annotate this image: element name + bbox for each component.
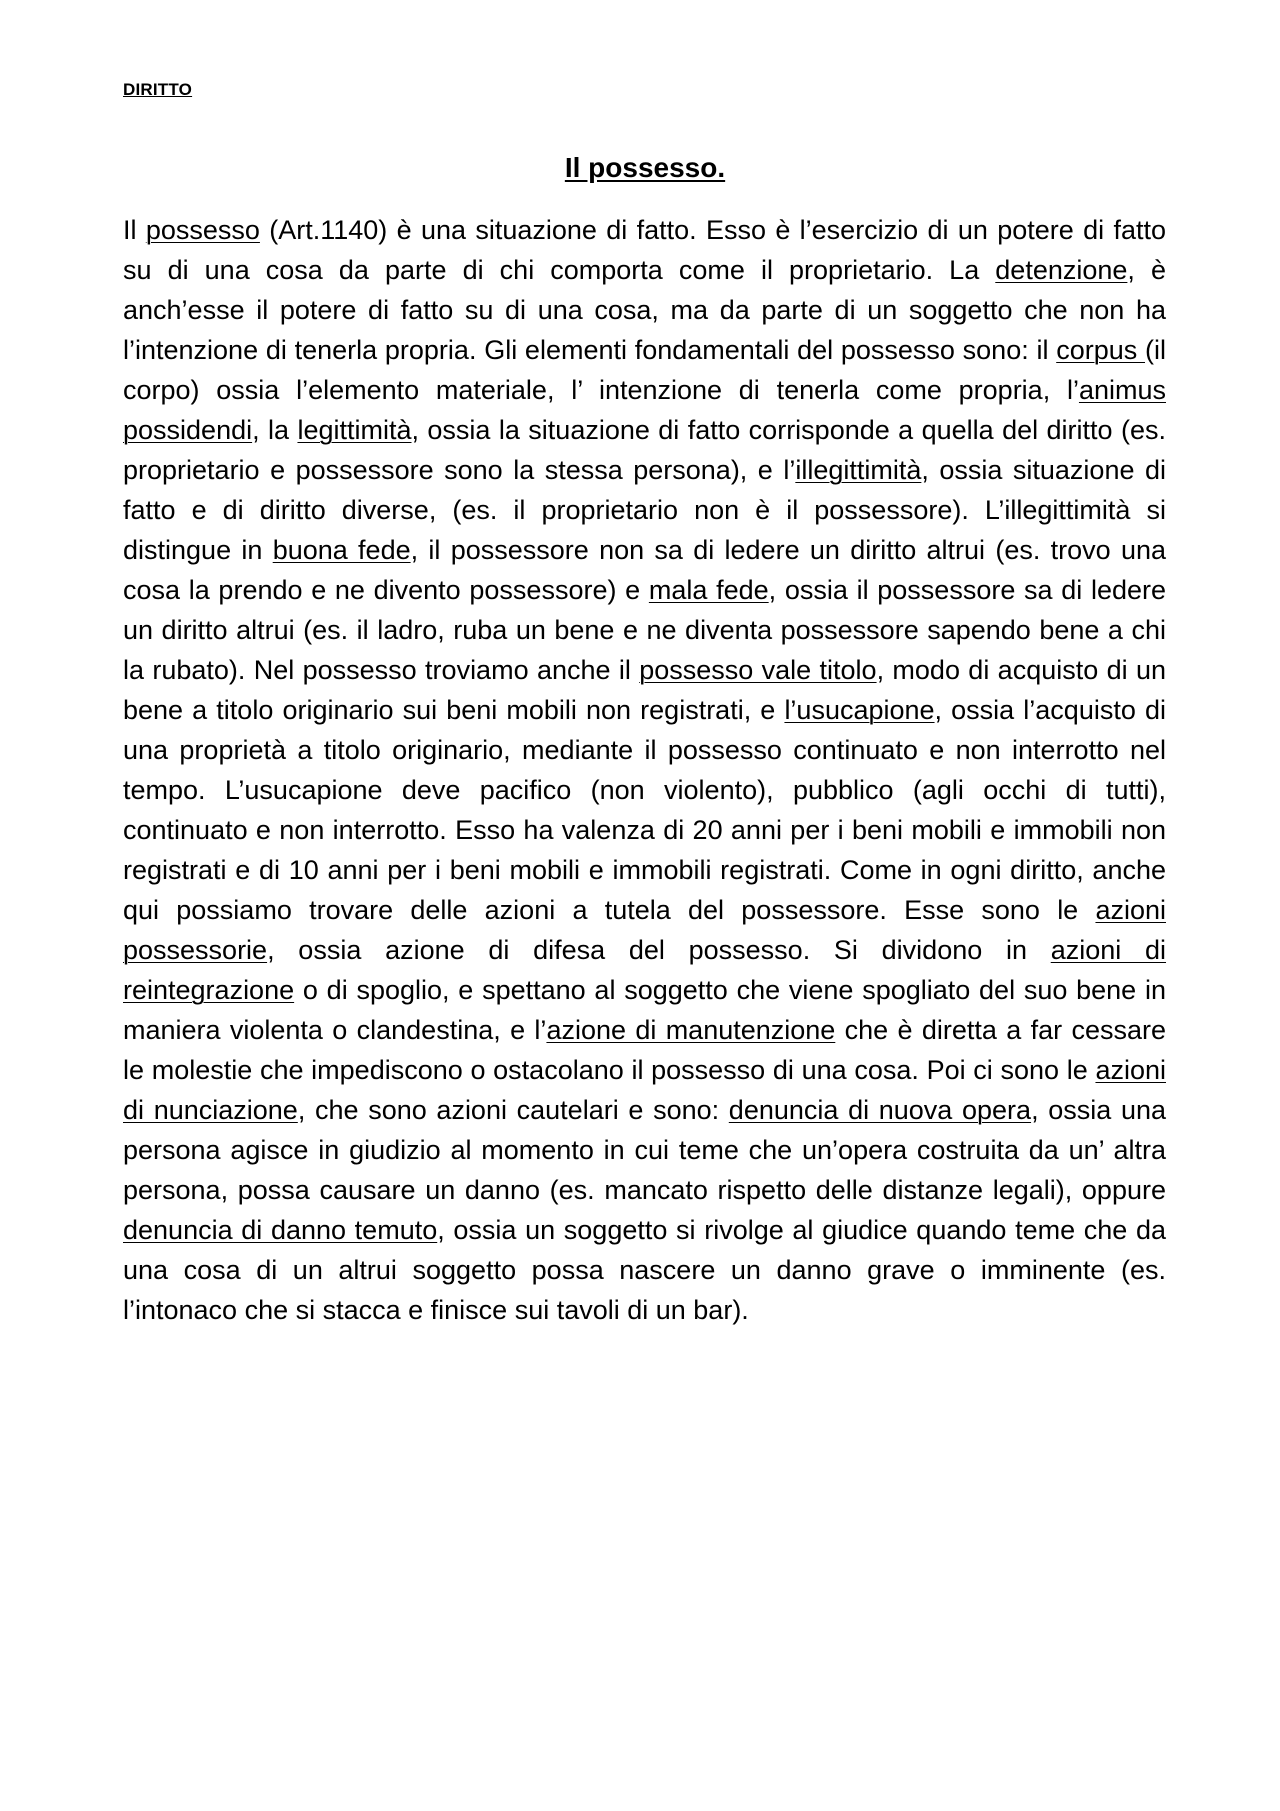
text-segment: (il corpo) ossia l’elemento materiale, l’ intenzione di tenerla come propria, l’ bbox=[123, 335, 1166, 405]
underlined-term: azioni possessorie bbox=[123, 895, 1166, 965]
section-label: DIRITTO bbox=[123, 80, 193, 99]
text-segment: , ossia la situazione di fatto corrisponde a quella del diritto (es. proprietario e possessore sono la stessa persona), e l’ bbox=[123, 415, 1166, 485]
text-segment: (Art.1140) è una situazione di fatto. Esso è l’esercizio di un potere di fatto su di una cosa da parte di chi comporta come il proprietario. La bbox=[123, 215, 1166, 285]
text-segment: che è diretta a far cessare le molestie che impediscono o ostacolano il possesso di una cosa. Poi ci sono le bbox=[123, 1015, 1166, 1085]
text-segment: Il bbox=[123, 215, 146, 245]
underlined-term: azione di manutenzione bbox=[546, 1015, 836, 1045]
underlined-term: azioni di reintegrazione bbox=[123, 935, 1167, 1005]
body-paragraph bbox=[123, 210, 1166, 1330]
text-segment: , modo di acquisto di un bene a titolo originario sui beni mobili non registrati, e bbox=[123, 655, 1166, 725]
underlined-term: l’usucapione bbox=[784, 695, 935, 725]
underlined-term: possesso bbox=[145, 215, 260, 245]
underlined-term: mala fede bbox=[648, 575, 769, 605]
underlined-term: legittimità bbox=[297, 415, 412, 445]
underlined-term: denuncia di nuova opera bbox=[728, 1095, 1032, 1125]
underlined-term: detenzione bbox=[995, 255, 1128, 285]
text-segment: o di spoglio, e spettano al soggetto che viene spogliato del suo bene in maniera violenta o clandestina, e l’ bbox=[123, 975, 1166, 1045]
underlined-term: azioni di nunciazione bbox=[123, 1055, 1166, 1125]
text-segment: , ossia azione di difesa del possesso. Si dividono in bbox=[267, 935, 1051, 965]
text-segment: , il possessore non sa di ledere un diritto altrui (es. trovo una cosa la prendo e ne divento possessore) e bbox=[123, 535, 1166, 605]
page-title: Il possesso. bbox=[564, 152, 726, 183]
text-segment: , ossia l’acquisto di una proprietà a titolo originario, mediante il possesso continuato e non interrotto nel tempo. L’usucapione deve pacifico (non violento), pubblico (agli occhi di tutti), continuato e non interrotto. Esso ha valenza di 20 anni per i beni mobili e immobili non registrati e di 10 anni per i beni mobili e immobili registrati. Come in ogni diritto, anche qui possiamo trovare delle azioni a tutela del possessore. Esse sono le bbox=[123, 695, 1166, 925]
text-segment: , che sono azioni cautelari e sono: bbox=[297, 1095, 729, 1125]
underlined-term: corpus bbox=[1056, 335, 1145, 365]
text-segment: , ossia il possessore sa di ledere un diritto altrui (es. il ladro, ruba un bene e ne diventa possessore sapendo bene a chi la rubato). Nel possesso troviamo anche il bbox=[123, 575, 1167, 685]
text-segment: , ossia un soggetto si rivolge al giudice quando teme che da una cosa di un altrui soggetto possa nascere un danno grave o imminente (es. l’intonaco che si stacca e finisce sui tavoli di un bar). bbox=[123, 1215, 1166, 1325]
underlined-term: illegittimità bbox=[795, 455, 922, 485]
text-segment: , è anch’esse il potere di fatto su di una cosa, ma da parte di un soggetto che non ha l’intenzione di tenerla propria. Gli elementi fondamentali del possesso sono: il bbox=[123, 255, 1166, 365]
underlined-term: denuncia di danno temuto bbox=[123, 1215, 438, 1245]
underlined-term: buona fede bbox=[272, 535, 411, 565]
text-segment: , ossia situazione di fatto e di diritto diverse, (es. il proprietario non è il possessore). L’illegittimità si distingue in bbox=[123, 455, 1166, 565]
text-segment: , la bbox=[252, 415, 298, 445]
text-segment: , ossia una persona agisce in giudizio al momento in cui teme che un’opera costruita da un’ altra persona, possa causare un danno (es. mancato rispetto delle distanze legali), oppure bbox=[123, 1095, 1166, 1205]
underlined-term: animus possidendi bbox=[123, 375, 1166, 445]
underlined-term: possesso vale titolo bbox=[639, 655, 877, 685]
